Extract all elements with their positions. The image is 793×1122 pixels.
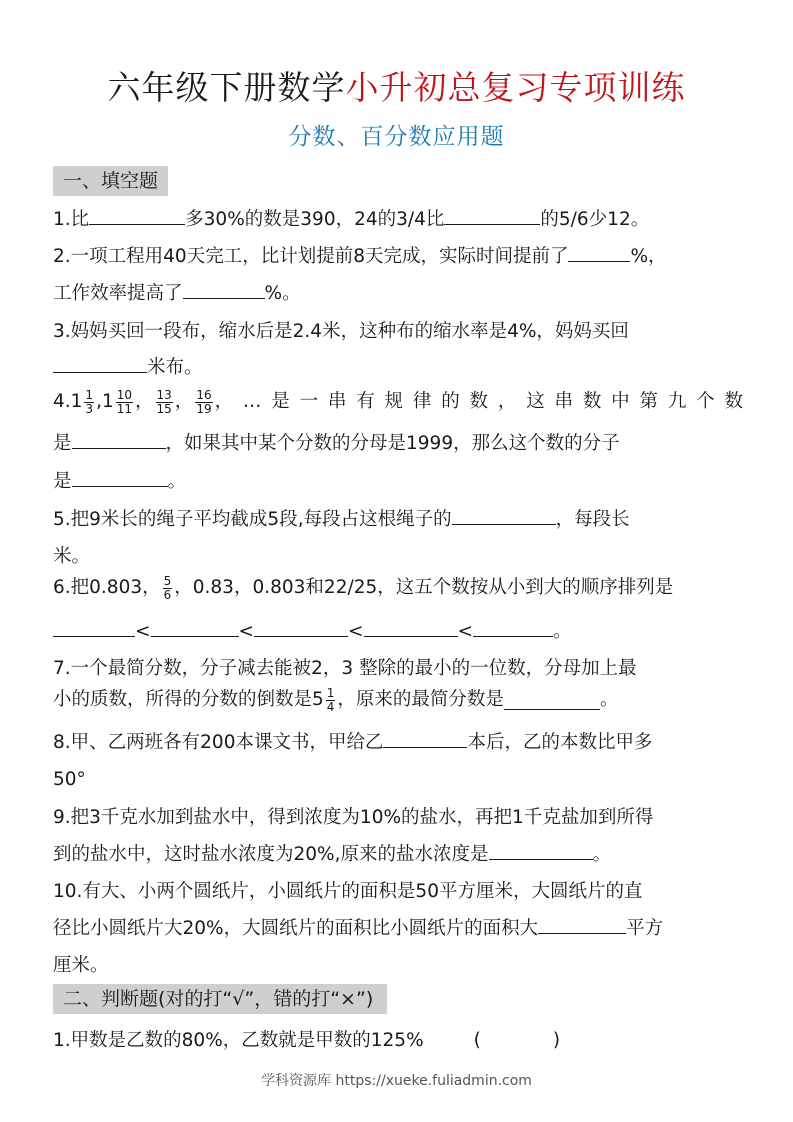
answer-blank[interactable] bbox=[364, 618, 458, 637]
judge-question-1 bbox=[53, 1027, 743, 1055]
q3-text-b: 米布。 bbox=[147, 357, 203, 378]
q4-char: 的 bbox=[441, 391, 460, 412]
q5-text: 米。 bbox=[53, 546, 91, 567]
q4-char: 是 bbox=[271, 391, 290, 412]
q8-text: 本后，乙的本数比甲多 bbox=[467, 732, 653, 753]
answer-blank[interactable] bbox=[72, 468, 168, 487]
q4-text: 是 bbox=[53, 471, 72, 492]
q4-char: 中 bbox=[611, 391, 630, 412]
footer-watermark: 学科资源库 https://xueke.fuliadmin.com bbox=[261, 1073, 532, 1089]
question-7-cont bbox=[53, 686, 743, 714]
q10-text: 10.有大、小两个圆纸片，小圆纸片的面积是50平方厘米，大圆纸片的直 bbox=[53, 881, 643, 902]
q2-text-c: 工作效率提高了 bbox=[53, 283, 183, 304]
question-8-cont bbox=[53, 766, 743, 794]
fraction-denominator: 15 bbox=[156, 401, 172, 416]
question-3 bbox=[53, 318, 743, 346]
question-10 bbox=[53, 878, 743, 906]
section-heading-true-false: 二、判断题(对的打“√”，错的打“×”) bbox=[53, 984, 387, 1014]
answer-blank[interactable] bbox=[538, 915, 626, 934]
q7-text: 。 bbox=[599, 689, 619, 710]
q4-char: 数 bbox=[724, 391, 743, 412]
q4-text: ，如果其中某个分数的分母是1999，那么这个数的分子 bbox=[165, 433, 620, 454]
q4-char: 串 bbox=[327, 391, 347, 412]
q2-text-b: %， bbox=[630, 246, 667, 267]
fraction-denominator: 3 bbox=[85, 401, 94, 416]
q4-comma: ， bbox=[214, 391, 234, 412]
answer-paren-open: ( bbox=[473, 1030, 481, 1051]
title-main: 六年级下册数学 bbox=[107, 68, 346, 107]
q8-text: 50° bbox=[53, 769, 86, 790]
answer-blank[interactable] bbox=[383, 729, 467, 748]
q4-text: 是 bbox=[53, 433, 72, 454]
fraction-denominator: 6 bbox=[163, 587, 172, 602]
q4-char: 串 bbox=[554, 391, 574, 412]
answer-blank[interactable] bbox=[452, 506, 556, 525]
q10-text: 平方 bbox=[626, 918, 664, 939]
question-5-cont bbox=[53, 543, 743, 571]
q10-text: 径比小圆纸片大20%，大圆纸片的面积比小圆纸片的面积大 bbox=[53, 918, 539, 939]
q4-char: 有 bbox=[356, 391, 375, 412]
q4-char: 这 bbox=[526, 391, 545, 412]
answer-blank[interactable] bbox=[53, 354, 147, 373]
q9-text: 。 bbox=[592, 844, 612, 865]
q4-char: 第 bbox=[639, 391, 659, 412]
less-than-sign: < bbox=[135, 621, 151, 642]
fraction bbox=[326, 687, 336, 714]
q2-text-a: 2.一项工程用40天完工，比计划提前8天完成，实际时间提前了 bbox=[53, 246, 569, 267]
q4-char: 个 bbox=[696, 391, 715, 412]
question-5 bbox=[53, 506, 743, 534]
answer-blank[interactable] bbox=[568, 243, 630, 262]
q10-text: 厘米。 bbox=[53, 955, 109, 976]
q7-text: 小的质数，所得的分数的倒数是5 bbox=[53, 689, 324, 710]
q5-text: 5.把9米长的绳子平均截成5段,每段占这根绳子的 bbox=[53, 509, 452, 530]
fraction-denominator: 4 bbox=[326, 699, 335, 714]
question-2 bbox=[53, 243, 743, 271]
q4-char: 规 bbox=[384, 391, 404, 412]
page-title bbox=[0, 62, 793, 109]
answer-blank[interactable] bbox=[89, 206, 185, 225]
q4-char: 九 bbox=[667, 391, 687, 412]
j1-text: 1.甲数是乙数的80%，乙数就是甲数的125% bbox=[53, 1030, 424, 1051]
q4-char: 律 bbox=[412, 391, 432, 412]
answer-blank[interactable] bbox=[151, 618, 239, 637]
answer-blank[interactable] bbox=[473, 618, 553, 637]
question-6-cont bbox=[53, 618, 743, 646]
fraction bbox=[195, 389, 212, 416]
answer-blank[interactable] bbox=[72, 430, 166, 449]
question-8 bbox=[53, 729, 743, 757]
fraction bbox=[116, 389, 133, 416]
q9-text: 到的盐水中，这时盐水浓度为20%,原来的盐水浓度是 bbox=[53, 844, 489, 865]
q8-text: 8.甲、乙两班各有200本课文书，甲给乙 bbox=[53, 732, 384, 753]
less-than-sign: < bbox=[348, 621, 364, 642]
q6-text: ，0.83，0.803和22/25，这五个数按从小到大的顺序排列是 bbox=[174, 577, 674, 598]
q4-comma: ， bbox=[135, 391, 154, 412]
q1-text-a: 1.比 bbox=[53, 209, 90, 230]
q2-text-d: %。 bbox=[264, 283, 301, 304]
answer-blank[interactable] bbox=[254, 618, 348, 637]
title-highlight: 小升初总复习专项训练 bbox=[345, 68, 686, 107]
question-1 bbox=[53, 206, 743, 234]
q3-text-a: 3.妈妈买回一段布，缩水后是2.4米，这种布的缩水率是4%，妈妈买回 bbox=[53, 321, 629, 342]
question-9 bbox=[53, 804, 743, 832]
question-9-cont bbox=[53, 841, 743, 869]
q1-text-b: 多30%的数是390，24的3/4比 bbox=[185, 209, 445, 230]
q4-ellipsis: … bbox=[242, 391, 262, 412]
page-subtitle: 分数、百分数应用题 bbox=[288, 124, 505, 150]
fraction-numerator: 5 bbox=[163, 573, 172, 588]
question-3-cont bbox=[53, 354, 743, 382]
question-10-cont bbox=[53, 915, 743, 943]
q4-char: ， bbox=[497, 391, 517, 412]
question-4-cont2 bbox=[53, 468, 743, 496]
fraction-numerator: 16 bbox=[196, 387, 212, 402]
answer-blank[interactable] bbox=[183, 280, 265, 299]
less-than-sign: < bbox=[238, 621, 255, 642]
answer-blank[interactable] bbox=[444, 206, 540, 225]
fraction-denominator: 19 bbox=[196, 401, 212, 416]
fraction-denominator: 11 bbox=[116, 401, 132, 416]
q4-char: 数 bbox=[582, 391, 602, 412]
fraction-numerator: 10 bbox=[116, 387, 132, 402]
q4-comma: ， bbox=[174, 391, 194, 412]
answer-blank[interactable] bbox=[53, 618, 135, 637]
section-heading-fill-blank: 一、填空题 bbox=[53, 166, 168, 196]
q1-text-c: 的5/6少12。 bbox=[540, 209, 650, 230]
q4-text: 。 bbox=[167, 471, 187, 492]
fraction-numerator: 1 bbox=[85, 387, 94, 402]
question-4 bbox=[53, 388, 743, 416]
q6-text: 6.把0.803， bbox=[53, 577, 161, 598]
question-7 bbox=[53, 655, 743, 683]
q4-char: 一 bbox=[299, 391, 319, 412]
fraction bbox=[156, 389, 173, 416]
answer-paren-close: ) bbox=[552, 1030, 561, 1051]
answer-blank[interactable] bbox=[489, 841, 593, 860]
fraction bbox=[163, 575, 173, 602]
q6-text: 。 bbox=[553, 621, 572, 642]
q4-lead: 4.1 bbox=[53, 391, 83, 412]
question-6 bbox=[53, 574, 743, 602]
q9-text: 9.把3千克水加到盐水中，得到浓度为10%的盐水，再把1千克盐加到所得 bbox=[53, 807, 654, 828]
fraction-numerator: 1 bbox=[326, 685, 335, 700]
question-10-cont2 bbox=[53, 952, 743, 980]
fraction bbox=[84, 389, 94, 416]
q7-text: 7.一个最简分数，分子减去能被2，3 整除的最小的一位数，分母加上最 bbox=[53, 658, 637, 679]
q4-sequence bbox=[53, 388, 233, 416]
q5-text: ，每段长 bbox=[555, 509, 630, 530]
q7-text: ，原来的最简分数是 bbox=[337, 689, 504, 710]
less-than-sign: < bbox=[457, 621, 474, 642]
question-4-cont bbox=[53, 430, 743, 458]
q4-sep: ,1 bbox=[96, 391, 114, 412]
question-2-cont bbox=[53, 280, 743, 308]
q4-char: 数 bbox=[469, 391, 489, 412]
fraction-numerator: 13 bbox=[156, 387, 172, 402]
answer-blank[interactable] bbox=[504, 691, 600, 710]
